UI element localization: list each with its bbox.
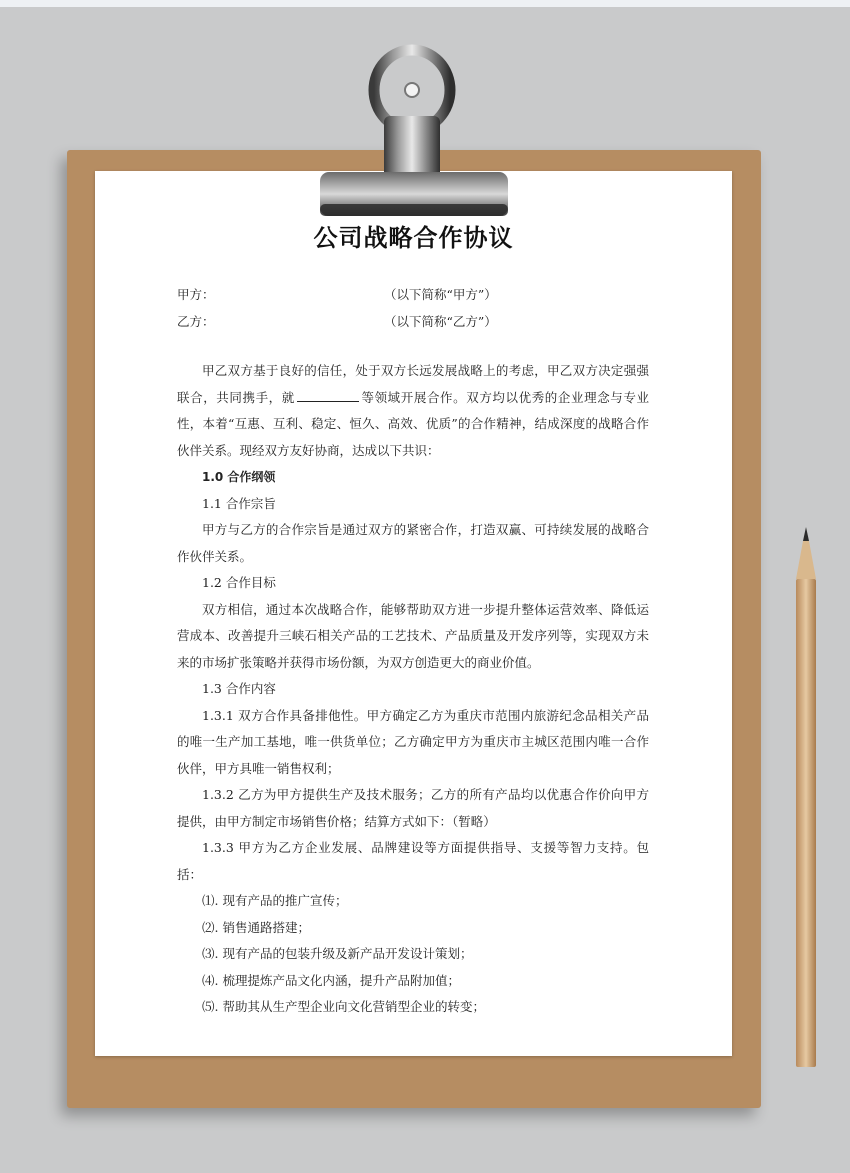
list-item: ⑶. 现有产品的包装升级及新产品开发设计策划； xyxy=(202,946,473,961)
section-heading: 1.0 合作纲领 xyxy=(202,470,276,484)
intro-text-part2: 等领域开展合作。双方均以优秀的企业理念与专业性，本着“互惠、互利、稳定、恒久、高效、优质”的合作精神，结成深度的战略合作伙伴关系。现经双方友好协商，达成以下共识： xyxy=(177,389,649,458)
list-item: ⑷. 梳理提炼产品文化内涵，提升产品附加值； xyxy=(202,972,460,988)
clause-text: 1.3.3 甲方为乙方企业发展、品牌建设等方面提供指导、支援等智力支持。包括： xyxy=(177,840,649,882)
pencil-icon xyxy=(791,527,821,1069)
list-item: ⑸. 帮助其从生产型企业向文化营销型企业的转变； xyxy=(202,999,485,1014)
binder-clip-icon xyxy=(314,44,512,220)
party-a-note: （以下简称“甲方”） xyxy=(384,287,497,302)
party-b-label: 乙方： xyxy=(177,314,215,329)
top-strip xyxy=(0,0,850,7)
subsection-text: 双方相信，通过本次战略合作，能够帮助双方进一步提升整体运营效率、降低运营成本、改善提升三峡石相关产品的工艺技术、产品质量及开发序列等，实现双方未来的市场扩张策略并获得市场份额，为双方创造更大的商业价值。 xyxy=(177,601,649,670)
party-b-note: （以下简称“乙方”） xyxy=(384,314,497,329)
clause-text: 1.3.1 双方合作具备排他性。甲方确定乙方为重庆市范围内旅游纪念品相关产品的唯一生产加工基地，唯一供货单位；乙方确定甲方为重庆市主城区范围内唯一合作伙伴，甲方具唯一销售权利； xyxy=(177,707,649,776)
subsection-text: 甲方与乙方的合作宗旨是通过双方的紧密合作，打造双赢、可持续发展的战略合作伙伴关系。 xyxy=(177,522,649,564)
blank-fill-line xyxy=(297,400,359,402)
document-title: 公司战略合作协议 xyxy=(313,224,514,252)
party-a-label: 甲方： xyxy=(177,287,215,302)
subsection-heading: 1.3 合作内容 xyxy=(202,681,276,696)
subsection-heading: 1.2 合作目标 xyxy=(202,575,276,590)
intro-paragraph xyxy=(177,358,649,464)
list-item: ⑴. 现有产品的推广宣传； xyxy=(202,893,348,908)
intro-text-part1: 甲乙双方基于良好的信任，处于双方长远发展战略上的考虑，甲乙双方决定强强联合，共同携手，就 xyxy=(177,363,649,405)
clause-text: 1.3.2 乙方为甲方提供生产及技术服务；乙方的所有产品均以优惠合作价向甲方提供，由甲方制定市场销售价格；结算方式如下：（暂略） xyxy=(177,787,649,829)
list-item: ⑵. 销售通路搭建； xyxy=(202,919,310,935)
subsection-heading: 1.1 合作宗旨 xyxy=(202,495,276,511)
agreement-body xyxy=(177,358,649,1021)
